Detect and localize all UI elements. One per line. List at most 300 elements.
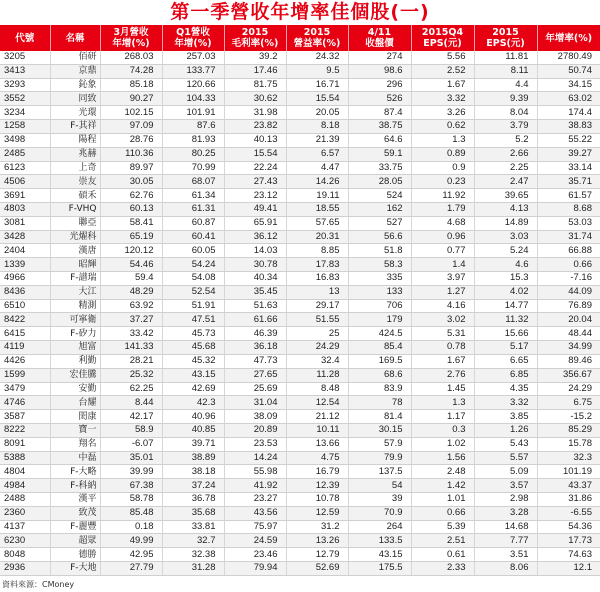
cell-eps-growth: 8.68 xyxy=(537,202,600,216)
cell-q1-revenue-growth: 120.66 xyxy=(162,78,224,92)
cell-code: 8436 xyxy=(0,285,50,299)
cell-annual-eps: 8.11 xyxy=(474,64,537,78)
column-header-code: 代號 xyxy=(0,25,50,51)
column-header-march-revenue-growth: 3月營收 年增(%) xyxy=(100,25,162,51)
cell-q1-revenue-growth: 61.31 xyxy=(162,202,224,216)
column-header-annual-eps: 2015 EPS(元) xyxy=(474,25,537,51)
cell-q4-eps: 1.3 xyxy=(411,396,474,410)
cell-march-revenue-growth: 90.27 xyxy=(100,92,162,106)
cell-code: 3428 xyxy=(0,230,50,244)
table-row xyxy=(0,520,600,534)
cell-annual-eps: 3.85 xyxy=(474,410,537,424)
table-row xyxy=(0,534,600,548)
cell-gross-margin: 30.78 xyxy=(224,258,286,272)
cell-march-revenue-growth: 58.9 xyxy=(100,423,162,437)
cell-close-price: 87.4 xyxy=(348,106,411,120)
cell-q1-revenue-growth: 61.34 xyxy=(162,189,224,203)
cell-q1-revenue-growth: 40.85 xyxy=(162,423,224,437)
column-header-operating-margin: 2015 營益率(%) xyxy=(286,25,348,51)
cell-march-revenue-growth: 85.48 xyxy=(100,506,162,520)
cell-q4-eps: 1.4 xyxy=(411,258,474,272)
cell-q1-revenue-growth: 81.93 xyxy=(162,133,224,147)
cell-eps-growth: -6.55 xyxy=(537,506,600,520)
table-row xyxy=(0,161,600,175)
cell-code: 4137 xyxy=(0,520,50,534)
cell-q4-eps: 0.62 xyxy=(411,120,474,134)
cell-q4-eps: 1.17 xyxy=(411,410,474,424)
cell-eps-growth: -7.16 xyxy=(537,272,600,286)
cell-eps-growth: -15.2 xyxy=(537,410,600,424)
cell-gross-margin: 49.41 xyxy=(224,202,286,216)
cell-q1-revenue-growth: 47.51 xyxy=(162,313,224,327)
cell-march-revenue-growth: 97.09 xyxy=(100,120,162,134)
cell-q4-eps: 1.3 xyxy=(411,133,474,147)
cell-code: 5388 xyxy=(0,451,50,465)
cell-code: 3479 xyxy=(0,382,50,396)
cell-name: F-VHQ xyxy=(50,202,100,216)
cell-eps-growth: 63.02 xyxy=(537,92,600,106)
cell-code: 8222 xyxy=(0,423,50,437)
cell-march-revenue-growth: 42.17 xyxy=(100,410,162,424)
cell-code: 4506 xyxy=(0,175,50,189)
cell-name: 安勤 xyxy=(50,382,100,396)
cell-operating-margin: 15.54 xyxy=(286,92,348,106)
cell-eps-growth: 48.44 xyxy=(537,327,600,341)
column-header-q4-eps: 2015Q4 EPS(元) xyxy=(411,25,474,51)
cell-name: 碩禾 xyxy=(50,189,100,203)
cell-q4-eps: 5.39 xyxy=(411,520,474,534)
cell-code: 4426 xyxy=(0,354,50,368)
cell-name: F-大略 xyxy=(50,465,100,479)
cell-name: 翔名 xyxy=(50,437,100,451)
cell-march-revenue-growth: 49.99 xyxy=(100,534,162,548)
cell-operating-margin: 10.78 xyxy=(286,493,348,507)
cell-q1-revenue-growth: 68.07 xyxy=(162,175,224,189)
column-header-close-price: 4/11 收盤價 xyxy=(348,25,411,51)
table-row xyxy=(0,216,600,230)
cell-q1-revenue-growth: 80.25 xyxy=(162,147,224,161)
cell-annual-eps: 2.66 xyxy=(474,147,537,161)
cell-code: 4984 xyxy=(0,479,50,493)
cell-eps-growth: 34.99 xyxy=(537,341,600,355)
cell-q4-eps: 2.51 xyxy=(411,534,474,548)
cell-gross-margin: 31.98 xyxy=(224,106,286,120)
cell-code: 4804 xyxy=(0,465,50,479)
cell-annual-eps: 2.47 xyxy=(474,175,537,189)
cell-annual-eps: 6.65 xyxy=(474,354,537,368)
cell-operating-margin: 16.71 xyxy=(286,78,348,92)
cell-name: 陽程 xyxy=(50,133,100,147)
table-body xyxy=(0,51,600,575)
cell-q4-eps: 0.9 xyxy=(411,161,474,175)
cell-gross-margin: 30.62 xyxy=(224,92,286,106)
cell-annual-eps: 7.77 xyxy=(474,534,537,548)
table-row xyxy=(0,562,600,576)
cell-q1-revenue-growth: 42.3 xyxy=(162,396,224,410)
cell-march-revenue-growth: 27.79 xyxy=(100,562,162,576)
cell-close-price: 28.05 xyxy=(348,175,411,189)
cell-close-price: 68.6 xyxy=(348,368,411,382)
cell-operating-margin: 51.55 xyxy=(286,313,348,327)
cell-q4-eps: 1.79 xyxy=(411,202,474,216)
cell-q1-revenue-growth: 32.7 xyxy=(162,534,224,548)
cell-gross-margin: 23.46 xyxy=(224,548,286,562)
cell-annual-eps: 3.03 xyxy=(474,230,537,244)
cell-march-revenue-growth: 141.33 xyxy=(100,341,162,355)
cell-eps-growth: 20.04 xyxy=(537,313,600,327)
cell-q4-eps: 5.56 xyxy=(411,51,474,64)
cell-close-price: 706 xyxy=(348,299,411,313)
cell-q4-eps: 1.45 xyxy=(411,382,474,396)
cell-name: 寶一 xyxy=(50,423,100,437)
cell-code: 3587 xyxy=(0,410,50,424)
cell-close-price: 64.6 xyxy=(348,133,411,147)
cell-annual-eps: 8.04 xyxy=(474,106,537,120)
cell-march-revenue-growth: 74.28 xyxy=(100,64,162,78)
cell-code: 2360 xyxy=(0,506,50,520)
cell-code: 8422 xyxy=(0,313,50,327)
cell-annual-eps: 14.68 xyxy=(474,520,537,534)
cell-close-price: 39 xyxy=(348,493,411,507)
cell-eps-growth: 85.29 xyxy=(537,423,600,437)
cell-annual-eps: 2.98 xyxy=(474,493,537,507)
cell-march-revenue-growth: 39.99 xyxy=(100,465,162,479)
cell-operating-margin: 29.17 xyxy=(286,299,348,313)
cell-operating-margin: 12.59 xyxy=(286,506,348,520)
cell-march-revenue-growth: -6.07 xyxy=(100,437,162,451)
cell-eps-growth: 55.22 xyxy=(537,133,600,147)
cell-annual-eps: 4.02 xyxy=(474,285,537,299)
cell-operating-margin: 13.66 xyxy=(286,437,348,451)
cell-q1-revenue-growth: 37.24 xyxy=(162,479,224,493)
cell-eps-growth: 34.15 xyxy=(537,78,600,92)
cell-q4-eps: 4.16 xyxy=(411,299,474,313)
table-row xyxy=(0,410,600,424)
table-row xyxy=(0,506,600,520)
cell-march-revenue-growth: 268.03 xyxy=(100,51,162,64)
cell-close-price: 169.5 xyxy=(348,354,411,368)
cell-name: 台耀 xyxy=(50,396,100,410)
cell-code: 1258 xyxy=(0,120,50,134)
cell-eps-growth: 15.78 xyxy=(537,437,600,451)
cell-eps-growth: 43.37 xyxy=(537,479,600,493)
cell-code: 1599 xyxy=(0,368,50,382)
table-row xyxy=(0,313,600,327)
cell-eps-growth: 74.63 xyxy=(537,548,600,562)
cell-name: 利勤 xyxy=(50,354,100,368)
cell-eps-growth: 2780.49 xyxy=(537,51,600,64)
table-row xyxy=(0,423,600,437)
cell-march-revenue-growth: 33.42 xyxy=(100,327,162,341)
cell-code: 4119 xyxy=(0,341,50,355)
cell-q4-eps: 0.78 xyxy=(411,341,474,355)
cell-gross-margin: 31.04 xyxy=(224,396,286,410)
cell-gross-margin: 22.24 xyxy=(224,161,286,175)
cell-code: 8091 xyxy=(0,437,50,451)
cell-code: 2936 xyxy=(0,562,50,576)
stock-table xyxy=(0,25,600,576)
cell-q4-eps: 0.23 xyxy=(411,175,474,189)
cell-annual-eps: 15.66 xyxy=(474,327,537,341)
cell-eps-growth: 6.75 xyxy=(537,396,600,410)
cell-eps-growth: 31.74 xyxy=(537,230,600,244)
cell-close-price: 264 xyxy=(348,520,411,534)
cell-q4-eps: 5.31 xyxy=(411,327,474,341)
cell-annual-eps: 15.3 xyxy=(474,272,537,286)
cell-close-price: 137.5 xyxy=(348,465,411,479)
table-row xyxy=(0,51,600,64)
cell-operating-margin: 12.39 xyxy=(286,479,348,493)
cell-close-price: 56.6 xyxy=(348,230,411,244)
cell-march-revenue-growth: 65.19 xyxy=(100,230,162,244)
cell-annual-eps: 3.32 xyxy=(474,396,537,410)
cell-operating-margin: 20.31 xyxy=(286,230,348,244)
column-header-q1-revenue-growth: Q1營收 年增(%) xyxy=(162,25,224,51)
cell-eps-growth: 89.46 xyxy=(537,354,600,368)
cell-name: 昭輝 xyxy=(50,258,100,272)
cell-q1-revenue-growth: 38.89 xyxy=(162,451,224,465)
table-header-row xyxy=(0,25,600,51)
cell-q1-revenue-growth: 45.68 xyxy=(162,341,224,355)
cell-name: 佰研 xyxy=(50,51,100,64)
cell-gross-margin: 15.54 xyxy=(224,147,286,161)
cell-operating-margin: 31.2 xyxy=(286,520,348,534)
cell-q1-revenue-growth: 104.33 xyxy=(162,92,224,106)
cell-march-revenue-growth: 110.36 xyxy=(100,147,162,161)
table-row xyxy=(0,285,600,299)
cell-gross-margin: 51.63 xyxy=(224,299,286,313)
cell-close-price: 527 xyxy=(348,216,411,230)
cell-annual-eps: 3.79 xyxy=(474,120,537,134)
cell-march-revenue-growth: 48.29 xyxy=(100,285,162,299)
cell-operating-margin: 13.26 xyxy=(286,534,348,548)
table-row xyxy=(0,92,600,106)
cell-q1-revenue-growth: 39.71 xyxy=(162,437,224,451)
cell-code: 3293 xyxy=(0,78,50,92)
cell-annual-eps: 3.51 xyxy=(474,548,537,562)
cell-operating-margin: 11.28 xyxy=(286,368,348,382)
cell-operating-margin: 8.18 xyxy=(286,120,348,134)
cell-close-price: 38.75 xyxy=(348,120,411,134)
cell-gross-margin: 39.2 xyxy=(224,51,286,64)
cell-q4-eps: 1.67 xyxy=(411,354,474,368)
cell-operating-margin: 21.39 xyxy=(286,133,348,147)
cell-name: 漢唐 xyxy=(50,244,100,258)
cell-gross-margin: 27.65 xyxy=(224,368,286,382)
cell-gross-margin: 40.34 xyxy=(224,272,286,286)
cell-march-revenue-growth: 8.44 xyxy=(100,396,162,410)
cell-q4-eps: 1.56 xyxy=(411,451,474,465)
cell-name: 德勝 xyxy=(50,548,100,562)
cell-q1-revenue-growth: 33.81 xyxy=(162,520,224,534)
cell-close-price: 85.4 xyxy=(348,341,411,355)
cell-q4-eps: 2.33 xyxy=(411,562,474,576)
cell-q1-revenue-growth: 38.18 xyxy=(162,465,224,479)
cell-eps-growth: 0.66 xyxy=(537,258,600,272)
cell-code: 3498 xyxy=(0,133,50,147)
cell-q1-revenue-growth: 133.77 xyxy=(162,64,224,78)
cell-eps-growth: 12.1 xyxy=(537,562,600,576)
cell-gross-margin: 36.12 xyxy=(224,230,286,244)
cell-gross-margin: 38.09 xyxy=(224,410,286,424)
cell-eps-growth: 356.67 xyxy=(537,368,600,382)
cell-march-revenue-growth: 35.01 xyxy=(100,451,162,465)
table-row xyxy=(0,493,600,507)
cell-annual-eps: 9.39 xyxy=(474,92,537,106)
cell-gross-margin: 36.18 xyxy=(224,341,286,355)
cell-code: 4966 xyxy=(0,272,50,286)
cell-march-revenue-growth: 54.46 xyxy=(100,258,162,272)
cell-operating-margin: 32.4 xyxy=(286,354,348,368)
table-row xyxy=(0,64,600,78)
cell-name: 兆赫 xyxy=(50,147,100,161)
cell-eps-growth: 66.88 xyxy=(537,244,600,258)
source-note: 資料來源：CMoney xyxy=(2,580,75,589)
cell-close-price: 58.3 xyxy=(348,258,411,272)
cell-annual-eps: 2.25 xyxy=(474,161,537,175)
cell-close-price: 30.15 xyxy=(348,423,411,437)
cell-operating-margin: 52.69 xyxy=(286,562,348,576)
cell-q4-eps: 3.26 xyxy=(411,106,474,120)
cell-operating-margin: 10.11 xyxy=(286,423,348,437)
cell-annual-eps: 6.85 xyxy=(474,368,537,382)
cell-operating-margin: 19.11 xyxy=(286,189,348,203)
cell-march-revenue-growth: 67.38 xyxy=(100,479,162,493)
cell-name: 上奇 xyxy=(50,161,100,175)
cell-q4-eps: 4.68 xyxy=(411,216,474,230)
cell-operating-margin: 12.54 xyxy=(286,396,348,410)
cell-operating-margin: 9.5 xyxy=(286,64,348,78)
cell-operating-margin: 13 xyxy=(286,285,348,299)
cell-annual-eps: 11.81 xyxy=(474,51,537,64)
cell-name: 中磊 xyxy=(50,451,100,465)
cell-code: 2485 xyxy=(0,147,50,161)
cell-gross-margin: 20.89 xyxy=(224,423,286,437)
cell-close-price: 335 xyxy=(348,272,411,286)
cell-name: 光環 xyxy=(50,106,100,120)
cell-eps-growth: 17.73 xyxy=(537,534,600,548)
cell-q1-revenue-growth: 257.03 xyxy=(162,51,224,64)
cell-gross-margin: 14.24 xyxy=(224,451,286,465)
cell-annual-eps: 5.2 xyxy=(474,133,537,147)
cell-gross-margin: 61.66 xyxy=(224,313,286,327)
cell-march-revenue-growth: 28.21 xyxy=(100,354,162,368)
cell-gross-margin: 35.45 xyxy=(224,285,286,299)
cell-close-price: 57.9 xyxy=(348,437,411,451)
cell-code: 6123 xyxy=(0,161,50,175)
cell-gross-margin: 24.59 xyxy=(224,534,286,548)
cell-march-revenue-growth: 63.92 xyxy=(100,299,162,313)
cell-eps-growth: 54.36 xyxy=(537,520,600,534)
cell-operating-margin: 57.65 xyxy=(286,216,348,230)
cell-q4-eps: 3.32 xyxy=(411,92,474,106)
cell-operating-margin: 24.29 xyxy=(286,341,348,355)
column-header-gross-margin: 2015 毛利率(%) xyxy=(224,25,286,51)
cell-annual-eps: 5.09 xyxy=(474,465,537,479)
cell-eps-growth: 35.71 xyxy=(537,175,600,189)
cell-eps-growth: 61.57 xyxy=(537,189,600,203)
cell-march-revenue-growth: 120.12 xyxy=(100,244,162,258)
table-row xyxy=(0,437,600,451)
cell-close-price: 70.9 xyxy=(348,506,411,520)
table-row xyxy=(0,396,600,410)
cell-gross-margin: 25.69 xyxy=(224,382,286,396)
cell-q1-revenue-growth: 60.41 xyxy=(162,230,224,244)
cell-gross-margin: 23.12 xyxy=(224,189,286,203)
cell-q4-eps: 0.96 xyxy=(411,230,474,244)
cell-annual-eps: 39.65 xyxy=(474,189,537,203)
cell-name: 大江 xyxy=(50,285,100,299)
page-title: 第一季營收年增率佳個股(一) xyxy=(170,1,430,23)
cell-march-revenue-growth: 102.15 xyxy=(100,106,162,120)
cell-eps-growth: 50.74 xyxy=(537,64,600,78)
cell-code: 3205 xyxy=(0,51,50,64)
table-row xyxy=(0,451,600,465)
cell-q4-eps: 0.3 xyxy=(411,423,474,437)
cell-eps-growth: 44.09 xyxy=(537,285,600,299)
cell-close-price: 133 xyxy=(348,285,411,299)
cell-gross-margin: 81.75 xyxy=(224,78,286,92)
cell-gross-margin: 23.82 xyxy=(224,120,286,134)
cell-close-price: 179 xyxy=(348,313,411,327)
cell-gross-margin: 47.73 xyxy=(224,354,286,368)
table-row xyxy=(0,147,600,161)
cell-code: 3552 xyxy=(0,92,50,106)
cell-operating-margin: 6.57 xyxy=(286,147,348,161)
cell-annual-eps: 14.77 xyxy=(474,299,537,313)
cell-name: 崇友 xyxy=(50,175,100,189)
cell-eps-growth: 53.03 xyxy=(537,216,600,230)
cell-march-revenue-growth: 85.18 xyxy=(100,78,162,92)
cell-name: 漢平 xyxy=(50,493,100,507)
cell-operating-margin: 21.12 xyxy=(286,410,348,424)
cell-q1-revenue-growth: 51.91 xyxy=(162,299,224,313)
cell-close-price: 296 xyxy=(348,78,411,92)
cell-q4-eps: 1.02 xyxy=(411,437,474,451)
cell-name: 閎康 xyxy=(50,410,100,424)
cell-q4-eps: 0.66 xyxy=(411,506,474,520)
cell-close-price: 133.5 xyxy=(348,534,411,548)
cell-annual-eps: 4.13 xyxy=(474,202,537,216)
cell-march-revenue-growth: 30.05 xyxy=(100,175,162,189)
cell-q4-eps: 2.48 xyxy=(411,465,474,479)
cell-eps-growth: 33.14 xyxy=(537,161,600,175)
cell-q1-revenue-growth: 52.54 xyxy=(162,285,224,299)
cell-operating-margin: 16.79 xyxy=(286,465,348,479)
cell-q1-revenue-growth: 32.38 xyxy=(162,548,224,562)
table-row xyxy=(0,244,600,258)
cell-code: 3691 xyxy=(0,189,50,203)
cell-operating-margin: 25 xyxy=(286,327,348,341)
cell-name: 超眾 xyxy=(50,534,100,548)
table-row xyxy=(0,120,600,134)
cell-gross-margin: 46.39 xyxy=(224,327,286,341)
table-row xyxy=(0,354,600,368)
cell-eps-growth: 101.19 xyxy=(537,465,600,479)
cell-name: 鈊象 xyxy=(50,78,100,92)
cell-gross-margin: 14.03 xyxy=(224,244,286,258)
cell-name: F-麗豐 xyxy=(50,520,100,534)
cell-gross-margin: 55.98 xyxy=(224,465,286,479)
cell-code: 4803 xyxy=(0,202,50,216)
cell-code: 6510 xyxy=(0,299,50,313)
cell-gross-margin: 40.13 xyxy=(224,133,286,147)
cell-close-price: 33.75 xyxy=(348,161,411,175)
cell-code: 4746 xyxy=(0,396,50,410)
cell-gross-margin: 75.97 xyxy=(224,520,286,534)
cell-close-price: 54 xyxy=(348,479,411,493)
cell-close-price: 59.1 xyxy=(348,147,411,161)
